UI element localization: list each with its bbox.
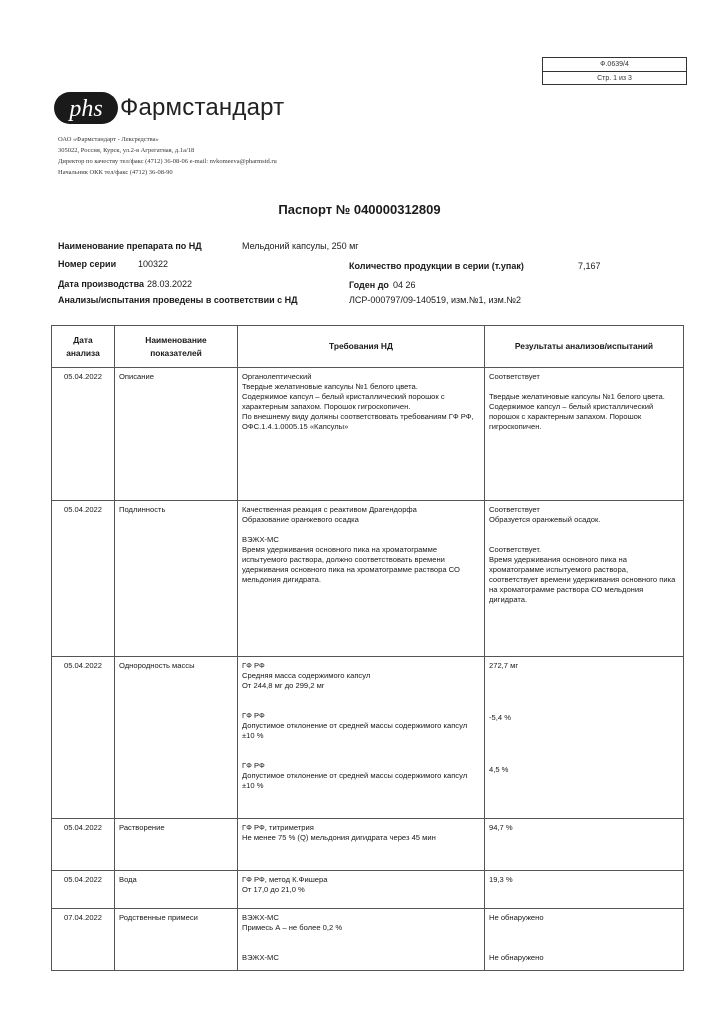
res-line: Твердые желатиновые капсулы №1 белого цвета. xyxy=(489,392,665,401)
results-table xyxy=(51,325,684,971)
row-results xyxy=(485,909,684,971)
production-date-label: Дата производства xyxy=(58,279,144,289)
analysis-basis-label: Анализы/испытания проведены в соответствии с НД xyxy=(58,295,298,305)
table-row xyxy=(52,909,684,971)
req-line: Средняя масса содержимого капсул xyxy=(242,671,371,680)
req-line: ГФ РФ, титриметрия xyxy=(242,823,314,832)
req-line: Примесь А – не более 0,2 % xyxy=(242,923,343,932)
quantity-label: Количество продукции в серии (т.упак) xyxy=(349,261,524,271)
table-row xyxy=(52,819,684,871)
analysis-basis-value: ЛСР-000797/09-140519, изм.№1, изм.№2 xyxy=(349,295,521,305)
logo-mark-text: phs xyxy=(69,96,103,122)
table-row xyxy=(52,657,684,819)
drug-value: Мельдоний капсулы, 250 мг xyxy=(242,241,359,251)
req-line: ВЭЖХ-МС xyxy=(242,913,279,922)
res-line: Не обнаружено xyxy=(489,913,544,922)
row-parameter: Однородность массы xyxy=(115,657,238,819)
req-line: Не менее 75 % (Q) мельдония дигидрата через 45 мин xyxy=(242,833,436,842)
res-line: 4,5 % xyxy=(489,765,509,774)
row-parameter: Подлинность xyxy=(115,501,238,657)
row-parameter: Описание xyxy=(115,368,238,501)
row-results xyxy=(485,501,684,657)
row-requirements xyxy=(238,657,485,819)
production-date-value: 28.03.2022 xyxy=(147,279,193,289)
res-line: 272,7 мг xyxy=(489,661,519,670)
table-row xyxy=(52,368,684,501)
row-date: 05.04.2022 xyxy=(52,501,115,657)
quantity-value: 7,167 xyxy=(578,261,601,271)
table-row xyxy=(52,871,684,909)
row-results: 19,3 % xyxy=(485,871,684,909)
row-date: 05.04.2022 xyxy=(52,657,115,819)
res-line: Содержимое капсул – белый кристаллический порошок с характерным запахом. Порошок гигроскопичен. xyxy=(489,402,654,431)
company-logo xyxy=(52,86,284,130)
req-line: ГФ РФ, метод К.Фишера xyxy=(242,875,328,884)
row-requirements xyxy=(238,871,485,909)
row-parameter: Вода xyxy=(115,871,238,909)
header-requirements: Требования НД xyxy=(238,326,485,368)
req-line: Время удерживания основного пика на хроматограмме испытуемого раствора, должно соответствовать времени удерживания основного пика на хроматограмме раствора СО мельдония дигидрата. xyxy=(242,545,460,584)
company-details xyxy=(58,134,277,178)
header-date: Дата анализа xyxy=(52,326,115,368)
company-line: ОАО «Фармстандарт - Лексредства» xyxy=(58,136,159,143)
res-line: Образуется оранжевый осадок. xyxy=(489,515,601,524)
row-date: 07.04.2022 xyxy=(52,909,115,971)
header-parameter: Наименование показателей xyxy=(115,326,238,368)
row-results xyxy=(485,657,684,819)
req-line: ГФ РФ xyxy=(242,711,265,720)
expiry-label: Годен до xyxy=(349,280,389,290)
res-line: Время удерживания основного пика на хроматограмме испытуемого раствора, соответствует времени удерживания основного пика на хроматограмме раствора СО мельдония дигидрата. xyxy=(489,555,676,604)
table-row xyxy=(52,501,684,657)
req-line: Содержимое капсул – белый кристаллический порошок с характерным запахом. Порошок гигроскопичен. xyxy=(242,392,445,411)
drug-label: Наименование препарата по НД xyxy=(58,241,202,251)
form-code: Ф.0639/4 xyxy=(543,58,686,72)
company-line: Начальник ОКК тел/факс (4712) 36-08-90 xyxy=(58,169,173,176)
expiry-value: 04 26 xyxy=(393,280,416,290)
req-line: Твердые желатиновые капсулы №1 белого цвета. xyxy=(242,382,418,391)
req-line: Качественная реакция с реактивом Драгендорфа xyxy=(242,505,417,514)
row-date: 05.04.2022 xyxy=(52,819,115,871)
req-line: ВЭЖХ-МС xyxy=(242,535,279,544)
row-requirements xyxy=(238,909,485,971)
document-title: Паспорт № 040000312809 xyxy=(278,202,441,217)
row-parameter: Родственные примеси xyxy=(115,909,238,971)
req-line: Органолептический xyxy=(242,372,312,381)
form-code-box xyxy=(542,57,687,85)
req-line: Допустимое отклонение от средней массы содержимого капсул ±10 % xyxy=(242,771,468,790)
req-line: По внешнему виду должны соответствовать требованиям ГФ РФ, ОФС.1.4.1.0005.15 «Капсулы» xyxy=(242,412,474,431)
table-header-row xyxy=(52,326,684,368)
company-line: 305022, Россия, Курск, ул.2-я Агрегатная, д.1а/18 xyxy=(58,147,195,154)
page-number: Стр. 1 из 3 xyxy=(597,75,632,82)
series-label: Номер серии xyxy=(58,259,117,269)
row-results: 94,7 % xyxy=(485,819,684,871)
req-line: ГФ РФ xyxy=(242,661,265,670)
company-line: Директор по качеству тел/факс (4712) 36-08-06 e-mail: nvkomeeva@pharmstd.ru xyxy=(58,158,277,165)
req-line: ГФ РФ xyxy=(242,761,265,770)
row-date: 05.04.2022 xyxy=(52,871,115,909)
row-date: 05.04.2022 xyxy=(52,368,115,501)
res-line: -5,4 % xyxy=(489,713,511,722)
req-line: Образование оранжевого осадка xyxy=(242,515,359,524)
res-line: Не обнаружено xyxy=(489,953,544,962)
row-requirements xyxy=(238,501,485,657)
logo-name: Фармстандарт xyxy=(120,94,285,121)
req-line: От 17,0 до 21,0 % xyxy=(242,885,305,894)
row-requirements xyxy=(238,368,485,501)
row-parameter: Растворение xyxy=(115,819,238,871)
req-line: Допустимое отклонение от средней массы содержимого капсул ±10 % xyxy=(242,721,468,740)
phs-logo-icon xyxy=(52,86,120,130)
res-line: Соответствует. xyxy=(489,545,542,554)
res-line: Соответствует xyxy=(489,505,540,514)
row-requirements xyxy=(238,819,485,871)
header-results: Результаты анализов/испытаний xyxy=(485,326,684,368)
req-line: ВЭЖХ-МС xyxy=(242,953,279,962)
res-line: Соответствует xyxy=(489,372,540,381)
req-line: От 244,8 мг до 299,2 мг xyxy=(242,681,325,690)
series-value: 100322 xyxy=(138,259,169,269)
row-results xyxy=(485,368,684,501)
